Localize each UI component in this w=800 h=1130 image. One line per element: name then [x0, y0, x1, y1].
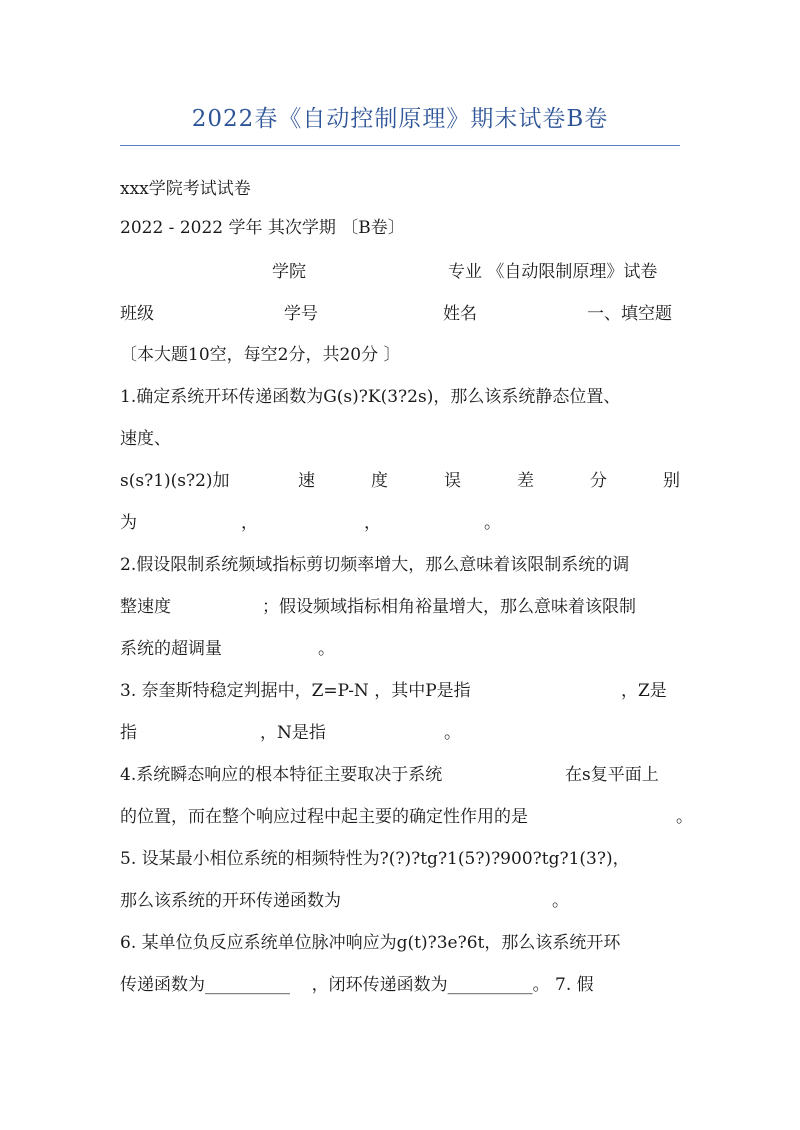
- q1-line-1: 1.确定系统开环传递函数为G(s)?K(3?2s)，那么该系统静态位置、: [120, 387, 621, 407]
- q1-end-mark: 。: [484, 513, 501, 533]
- q4-end-mark: 。: [676, 807, 693, 827]
- title-divider: [120, 145, 680, 146]
- q2-end-mark: 。: [318, 639, 335, 659]
- q1-word: 度: [371, 471, 388, 491]
- q3-end-mark: 。: [444, 723, 461, 743]
- q6-line-1: 6. 某单位负反应系统单位脉冲响应为g(t)?3e?6t，那么该系统开环: [120, 933, 621, 953]
- q1-word: 差: [517, 471, 534, 491]
- q1-word: 别: [663, 471, 680, 491]
- term-line: 2022 - 2022 学年 其次学期 〔B卷〕: [120, 218, 405, 238]
- class-label: 班级: [120, 304, 154, 324]
- q6-line-2: 传递函数为__________ ，闭环传递函数为__________。 7. 假: [120, 975, 594, 995]
- q1-blank-sep-2: ，: [364, 513, 381, 533]
- q1-word: 分: [590, 471, 607, 491]
- school-line: xxx学院考试试卷: [120, 179, 251, 199]
- q3-line-2-mid: ，N是指: [260, 723, 326, 743]
- q4-line-1-start: 4.系统瞬态响应的根本特征主要取决于系统: [120, 765, 443, 785]
- q5-line-1: 5. 设某最小相位系统的相频特性为?(?)?tg?1(5?)?900?tg?1(3?)，: [120, 849, 630, 869]
- q2-line-1: 2.假设限制系统频域指标剪切频率增大，那么意味着该限制系统的调: [120, 555, 630, 575]
- q2-line-2-rest: ；假设频域指标相角裕量增大，那么意味着该限制: [262, 597, 636, 617]
- section-note: 〔本大题10空，每空2分，共20分 〕: [120, 345, 401, 365]
- document-title: 2022春《自动控制原理》期末试卷B卷: [191, 106, 609, 132]
- q1-line-3-words: [298, 466, 680, 496]
- student-name-label: 姓名: [443, 304, 477, 324]
- q5-end-mark: 。: [552, 891, 569, 911]
- q1-line-3-start: s(s?1)(s?2)加: [120, 471, 230, 491]
- q1-blank-sep-1: ，: [241, 513, 258, 533]
- q1-word: 误: [444, 471, 461, 491]
- major-label: 专业 《自动限制原理》试卷: [448, 262, 658, 282]
- section-title: 一、填空题: [587, 304, 672, 324]
- q3-line-2-start: 指: [120, 723, 137, 743]
- q1-word: 速: [298, 471, 315, 491]
- q4-line-1-end: 在s复平面上: [565, 765, 659, 785]
- q2-line-3-start: 系统的超调量: [120, 639, 222, 659]
- q3-line-1-start: 3. 奈奎斯特稳定判据中，Z=P-N ，其中P是指: [120, 681, 471, 701]
- q3-line-1-end: ，Z是: [621, 681, 667, 701]
- q1-line-4-start: 为: [120, 513, 137, 533]
- q4-line-2-start: 的位置，而在整个响应过程中起主要的确定性作用的是: [120, 807, 528, 827]
- q5-line-2-start: 那么该系统的开环传递函数为: [120, 891, 341, 911]
- student-id-label: 学号: [284, 304, 318, 324]
- q1-line-2: 速度、: [120, 429, 171, 449]
- q2-line-2-start: 整速度: [120, 597, 171, 617]
- college-label: 学院: [272, 262, 306, 282]
